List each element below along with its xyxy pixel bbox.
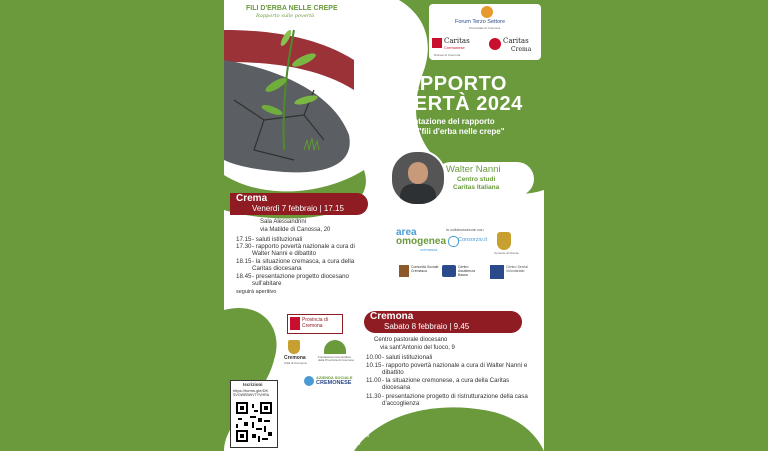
- speaker-role1: Centro studi: [457, 176, 496, 183]
- program-time: 18.15: [236, 258, 252, 265]
- forum-sub: Provinciale di Cremona: [469, 26, 501, 30]
- caritas-crema-icon: [489, 38, 501, 50]
- info-crema-label: Crema:: [282, 441, 300, 447]
- comunita-icon: [399, 265, 409, 277]
- series-subtitle: Rapporto sulle povertà: [256, 13, 315, 19]
- caritas-cross-icon: [432, 38, 442, 48]
- speaker-name: Walter Nanni: [446, 164, 501, 175]
- forum-name: Forum Terzo Settore: [455, 19, 506, 25]
- comunita-label: Comunità Sociale Cremasca: [411, 265, 439, 273]
- register-url: https://forms.gle/DK: [233, 388, 269, 393]
- cremona-venue2: via sant'Antonio del fuoco, 9: [380, 345, 455, 351]
- crema-program-item: [236, 243, 376, 257]
- program-time: 10.15: [366, 362, 382, 369]
- speaker-photo: [390, 150, 446, 206]
- cremona-program-item: [366, 393, 536, 407]
- info-label: Info:: [282, 425, 294, 431]
- crema-venue1: Sala Alessandrini: [260, 219, 307, 225]
- provincia-label: Provincia di Cremona: [302, 317, 328, 329]
- comune-cremona-label: Cremona: [284, 355, 306, 361]
- shoulders-shape: [400, 184, 436, 206]
- caritas-cremonese-sub: Cremonese: [444, 45, 465, 50]
- register-code: SVOWEBWVTYVHRA: [233, 393, 270, 397]
- title-line2: POVERTÀ 2024: [370, 93, 523, 115]
- qr-code-icon[interactable]: [234, 400, 274, 444]
- omogenea-label: omogenea: [396, 236, 447, 247]
- program-text: - rapporto povertà nazionale a cura di Walter Nanni e dibattito: [252, 243, 355, 258]
- event-poster: [224, 0, 544, 451]
- registration-box: [230, 380, 278, 448]
- presentation-line1: presentazione del rapporto: [392, 117, 495, 126]
- cremona-program-item: [366, 377, 536, 391]
- program-text: - la situazione cremasca, a cura della Caritas diocesana: [252, 258, 355, 273]
- azienda-label: AZIENDA SOCIALE: [316, 375, 353, 380]
- csv-label: Centro Servizi Volontariato: [506, 265, 528, 273]
- wave-bottom: [354, 407, 544, 451]
- info-crema: [282, 442, 360, 447]
- register-title: Iscrizioni: [243, 382, 263, 387]
- partners-card: [429, 4, 541, 60]
- csv-icon: [490, 265, 504, 279]
- crema-venue2: via Matilde di Canossa, 20: [260, 227, 331, 233]
- caritas-crema-sub: Crema: [511, 46, 532, 53]
- cremona-venue1: Centro pastorale diocesano: [374, 337, 448, 343]
- caritas-crema-label: Caritas: [503, 37, 529, 45]
- program-text: - saluti istituzionali: [252, 236, 303, 243]
- program-time: 17.15: [236, 236, 252, 243]
- azienda-icon: [304, 376, 314, 386]
- face-shape: [408, 162, 428, 184]
- crema-city: Crema: [236, 193, 268, 204]
- series-title: FILI D'ERBA NELLE CREPE: [246, 5, 338, 12]
- program-time: 17.30: [236, 243, 252, 250]
- fondazione-label: Fondazione Comunitaria della Provincia di Cremona: [318, 355, 354, 363]
- program-time: 18.45: [236, 273, 252, 280]
- comune-crema-crest-icon: [497, 232, 511, 250]
- cremasca-label: cremasca: [420, 247, 438, 252]
- caritas-cremonese-sub2: Diocesi di Cremona: [434, 53, 461, 57]
- program-text: - presentazione progetto diocesano sull'abitare: [252, 273, 350, 288]
- cremona-program-item: [366, 354, 536, 361]
- cremona-date: Sabato 8 febbraio | 9.45: [384, 322, 470, 331]
- program-text: - rapporto povertà nazionale a cura di Walter Nanni e dibattito: [382, 362, 528, 377]
- crema-footer: seguirà aperitivo: [236, 289, 277, 295]
- ats-label: Centro Assistenza Bassa: [458, 265, 475, 277]
- collab-label: in collaborazione con: [446, 227, 484, 232]
- program-text: - la situazione cremonese, a cura della Caritas diocesana: [382, 377, 510, 392]
- cremona-program-item: [366, 362, 536, 376]
- crema-program-item: [236, 258, 376, 272]
- area-label: area: [396, 227, 417, 238]
- info-cremona-label: Cremona:: [282, 433, 306, 439]
- consorzio-label: Consorzio.it: [458, 237, 488, 243]
- info-cremona-email[interactable]: caritas@diocesidicremona.it: [306, 433, 370, 439]
- cremona-city: Cremona: [370, 311, 414, 322]
- azienda-label2: CREMONESE: [316, 380, 352, 386]
- title-line1: RAPPORTO: [390, 73, 507, 95]
- program-text: - saluti istituzionali: [382, 354, 433, 361]
- speaker-role2: Caritas Italiana: [453, 184, 500, 191]
- info-crema-email[interactable]: segreteria@caritascrema.it: [300, 441, 361, 447]
- program-time: 11.00: [366, 377, 382, 384]
- program-text: - presentazione progetto di ristrutturazione della casa d'accoglienza: [382, 393, 528, 408]
- comune-cremona-sub: Città di Cremona: [284, 361, 307, 365]
- program-time: 11.30: [366, 393, 382, 400]
- crema-program-item: [236, 273, 376, 287]
- program-time: 10.00: [366, 354, 382, 361]
- comune-cremona-crest-icon: [288, 340, 300, 354]
- forum-logo-icon: [481, 6, 493, 18]
- ats-icon: [442, 265, 456, 277]
- provincia-crest-icon: [290, 317, 300, 330]
- presentation-line2: nazionale "fili d'erba nelle crepe": [379, 127, 505, 136]
- info-cremona: [282, 434, 369, 439]
- caritas-cremonese-label: Caritas: [444, 37, 470, 45]
- crema-date: Venerdì 7 febbraio | 17.15: [252, 204, 344, 213]
- provincia-logo: [287, 314, 343, 334]
- comune-crema-label: Comune di Crema: [494, 251, 519, 255]
